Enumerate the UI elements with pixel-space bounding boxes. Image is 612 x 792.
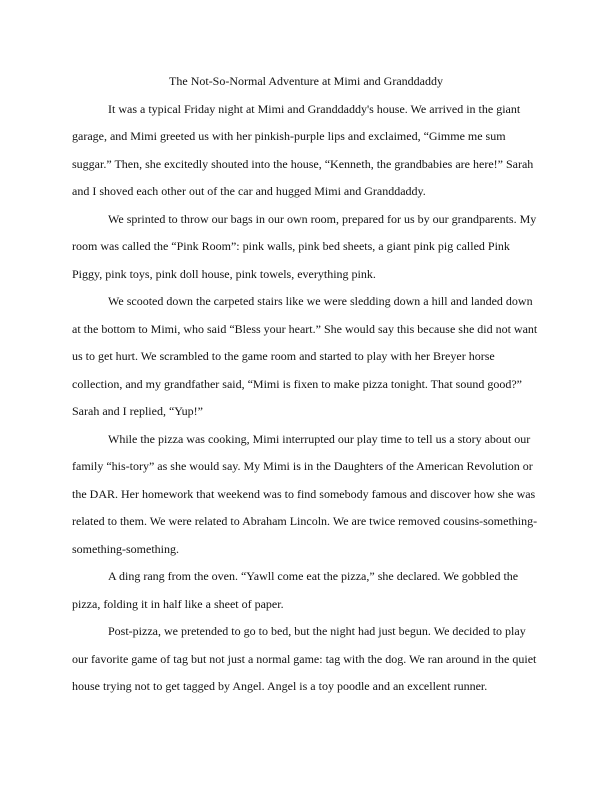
paragraph-6: Post-pizza, we pretended to go to bed, but the night had just begun. We decided to play our favorite game of tag but not just a normal game: tag with the dog. We ran around in the quiet house trying not to get tagged by Angel. Angel is a toy poodle and an excellent runner. bbox=[72, 624, 537, 693]
paragraph-3: We scooted down the carpeted stairs like we were sledding down a hill and landed down at the bottom to Mimi, who said “Bless your heart.” She would say this because she did not want us to get hurt. We scrambled to the game room and started to play with her Breyer horse collection, and my grandfather said, “Mimi is fixen to make pizza tonight. That sound good?” Sarah and I replied, “Yup!” bbox=[72, 294, 538, 418]
document-title: The Not-So-Normal Adventure at Mimi and Granddaddy bbox=[169, 74, 443, 88]
paragraph-1: It was a typical Friday night at Mimi and Granddaddy's house. We arrived in the giant garage, and Mimi greeted us with her pinkish-purple lips and exclaimed, “Gimme me sum suggar.” Then, she excitedly shouted into the house, “Kenneth, the grandbabies are here!” Sarah and I shoved each other out of the car and hugged Mimi and Granddaddy. bbox=[72, 101, 534, 198]
paragraph-5: A ding rang from the oven. “Yawll come eat the pizza,” she declared. We gobbled the pizza, folding it in half like a sheet of paper. bbox=[72, 569, 519, 611]
paragraph-4: While the pizza was cooking, Mimi interrupted our play time to tell us a story about our family “his-tory” as she would say. My Mimi is in the Daughters of the American Revolution or the DAR. Her homework that weekend was to find somebody famous and discover how she was related to them. We were related to Abraham Lincoln. We are twice removed cousins-something-something-something. bbox=[72, 431, 538, 556]
paragraph-2: We sprinted to throw our bags in our own room, prepared for us by our grandparents. My room was called the “Pink Room”: pink walls, pink bed sheets, a giant pink pig called Pink Piggy, pink toys, pink doll house, pink towels, everything pink. bbox=[72, 211, 537, 281]
